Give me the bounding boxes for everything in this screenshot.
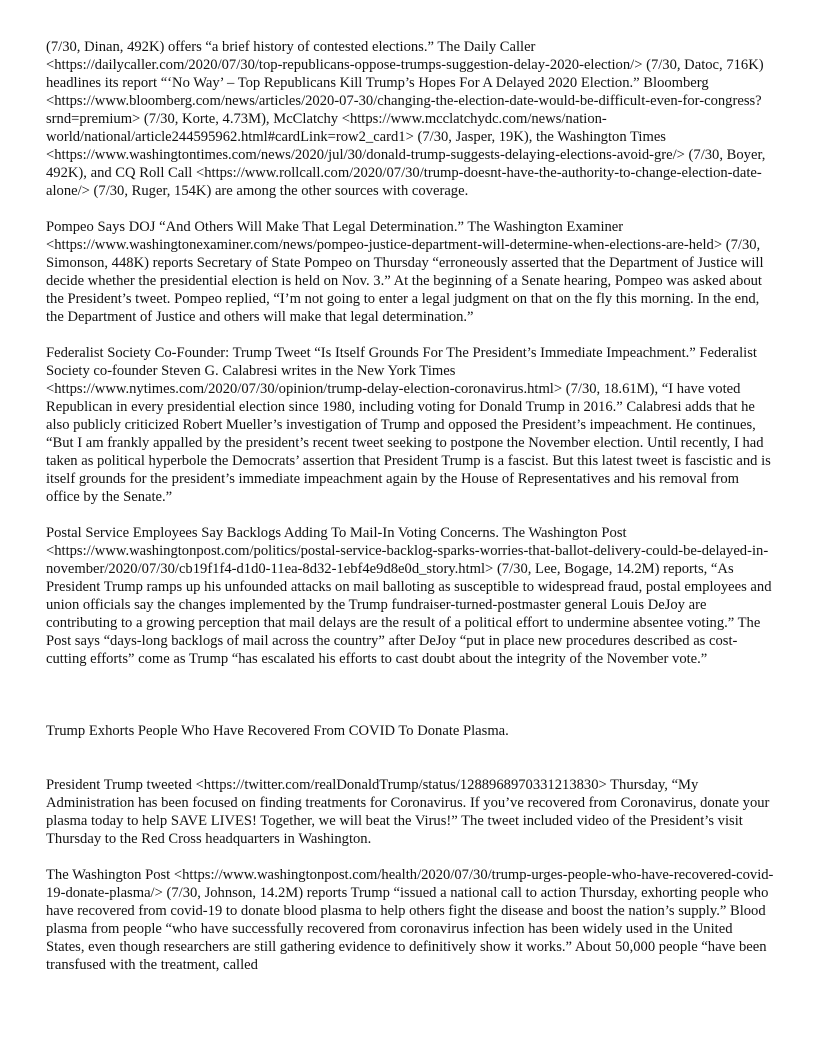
paragraph-pompeo-doj: Pompeo Says DOJ “And Others Will Make That Legal Determination.” The Washington Examiner <https://www.washingtonexaminer.com/news/pompeo-justice-department-will-determine-when-elections-are-held> (7/30, Simonson, 448K) reports Secretary of State Pompeo on Thursday “erroneously asserted that the Department of Justice will decide whether the presidential election is held on Nov. 3.” At the beginning of a Senate hearing, Pompeo was asked about the President’s tweet. Pompeo replied, “I’m not going to enter a legal judgment on that on the fly this morning. In the end, the Department of Justice and others will make that legal determination.” xyxy=(46,219,764,325)
section-spacer xyxy=(46,686,774,722)
paragraph-postal-service: Postal Service Employees Say Backlogs Adding To Mail-In Voting Concerns. The Washington Post <https://www.washingtonpost.com/politics/postal-service-backlog-sparks-worries-that-ballot-delivery-could-be-delayed-in-november/2020/07/30/cb19f1f4-d1d0-11ea-8d32-1ebf4e9d8e0d_story.html> (7/30, Lee, Bogage, 14.2M) reports, “As President Trump ramps up his unfounded attacks on mail balloting as susceptible to widespread fraud, postal employees and union officials say the changes implemented by the Trump fundraiser-turned-postmaster general Louis DeJoy are contributing to a growing perception that mail delays are the result of a political effort to undermine absentee voting.” The Post says “days-long backlogs of mail across the country” after DeJoy “put in place new procedures described as cost-cutting efforts” come as Trump “has escalated his efforts to cast doubt about the integrity of the November vote.” xyxy=(46,525,772,667)
section-spacer xyxy=(46,740,774,776)
document-page xyxy=(46,38,774,992)
paragraph-trump-tweet: President Trump tweeted <https://twitter.com/realDonaldTrump/status/1288968970331213830> Thursday, “My Administration has been focused on finding treatments for Coronavirus. If you’ve recovered from Coronavirus, donate your plasma today to help SAVE LIVES! Together, we will beat the Virus!” The tweet included video of the President’s visit Thursday to the Red Cross headquarters in Washington. xyxy=(46,777,770,847)
paragraph-washington-post-plasma: The Washington Post <https://www.washingtonpost.com/health/2020/07/30/trump-urges-people-who-have-recovered-covid-19-donate-plasma/> (7/30, Johnson, 14.2M) reports Trump “issued a national call to action Thursday, exhorting people who have recovered from covid-19 to donate blood plasma to help others fight the disease and boost the nation’s supply.” Blood plasma from people “who have successfully recovered from coronavirus infection has been widely used in the United States, even though researchers are still gathering evidence to definitively show it works.” About 50,000 people “have been transfused with the treatment, called xyxy=(46,867,774,973)
paragraph-federalist-society: Federalist Society Co-Founder: Trump Tweet “Is Itself Grounds For The President’s Immediate Impeachment.” Federalist Society co-founder Steven G. Calabresi writes in the New York Times <https://www.nytimes.com/2020/07/30/opinion/trump-delay-election-coronavirus.html> (7/30, 18.61M), “I have voted Republican in every presidential election since 1980, including voting for Donald Trump in 2016.” Calabresi adds that he also publicly criticized Robert Mueller’s investigation of Trump and opposed the President’s impeachment. He continues, “But I am frankly appalled by the president’s recent tweet seeking to postpone the November election. Until recently, I had taken as political hyperbole the Democrats’ assertion that President Trump is a fascist. But this latest tweet is fascistic and is itself grounds for the president’s immediate impeachment again by the House of Representatives and his removal from office by the Senate.” xyxy=(46,345,771,505)
section-heading: Trump Exhorts People Who Have Recovered From COVID To Donate Plasma. xyxy=(46,723,509,739)
paragraph-election-coverage-sources: (7/30, Dinan, 492K) offers “a brief history of contested elections.” The Daily Caller <https://dailycaller.com/2020/07/30/top-republicans-oppose-trumps-suggestion-delay-2020-election/> (7/30, Datoc, 716K) headlines its report “‘No Way’ – Top Republicans Kill Trump’s Hopes For A Delayed 2020 Election.” Bloomberg <https://www.bloomberg.com/news/articles/2020-07-30/changing-the-election-date-would-be-difficult-even-for-congress?srnd=premium> (7/30, Korte, 4.73M), McClatchy <https://www.mcclatchydc.com/news/nation-world/national/article244595962.html#cardLink=row2_card1> (7/30, Jasper, 19K), the Washington Times <https://www.washingtontimes.com/news/2020/jul/30/donald-trump-suggests-delaying-elections-avoid-gre/> (7/30, Boyer, 492K), and CQ Roll Call <https://www.rollcall.com/2020/07/30/trump-doesnt-have-the-authority-to-change-election-date-alone/> (7/30, Ruger, 154K) are among the other sources with coverage. xyxy=(46,39,766,199)
